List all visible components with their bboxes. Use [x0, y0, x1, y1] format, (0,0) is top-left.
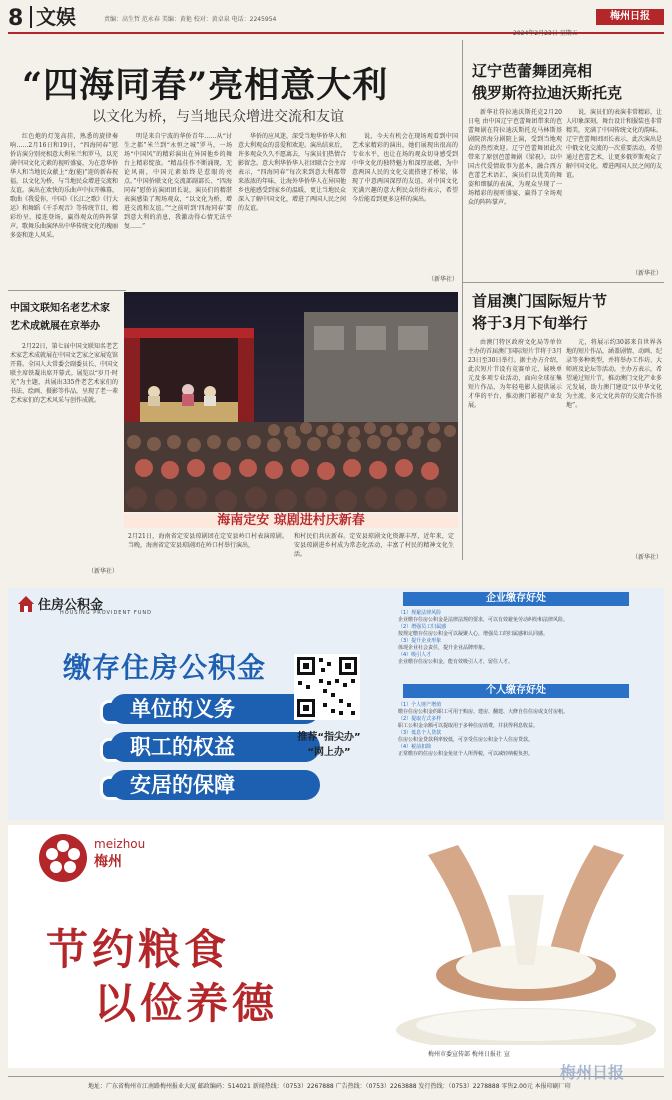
right-story2-headline-line1: 首届澳门国际短片节 [472, 292, 608, 310]
main-story-col1: 红色炮的灯笼高挂，熟悉的旋律奏响……2月16日和19日，“四海同春”慰侨访演分别亮相意大利米兰和罗马，以充满中国文化元素的视听盛宴，为在意华侨华人和当地民众献上“龙(能)”迎的新春祝福，以文化为桥，与当地民众增进交流和友谊。演出在欢快的乐曲声中拉开帷幕，歌曲《我爱你，中国》《长江之歌》《行大运》和舞蹈《千手观音》等传统节目，精彩纷呈，接连登场，赢得观众的阵阵掌声。歌舞乐曲演绎出中华传统文化的瑰丽多姿和迷人风采。 [10, 133, 118, 239]
food-ad-brand-en: meizhou [94, 837, 146, 851]
opera-photo [124, 292, 458, 512]
photo-caption-right: 和村民们共庆新春。定安县琼剧文化资源丰厚，近年来，定安县琼剧进乡村成为常态化活动，丰富了村民的精神文化生活。 [294, 533, 454, 558]
food-ad-slogan-line2: 以俭养德 [94, 979, 279, 1028]
column-divider [462, 40, 463, 560]
qr-caption-line2: “网上办” [307, 747, 351, 758]
benefit-text: 缴存住房公积金的职工可用于购房、建房、翻建、大修自住住房或支付房租。 [398, 709, 569, 715]
section-name: 文娱 [30, 6, 76, 28]
main-story-col2: 明是来自宁波的华侨青年……从“讨生之都”米兰到“永恒之城”罗马，一场场“中国风”的精彩演出在异国他乡的舞台上精彩绽放。“精品佳作不断涌现，无论风雨，中国元素始终是惹眼的亮点。”中国侨联文化交流部副部长、“四海同春”慰侨访演团团长说，演员们的精湛表演感染了现场观众，“以文化为桥，增进交流和友谊。”“之前听到‘四海同春’要到意大利的消息，我激动得心情无法平复……” [124, 133, 232, 230]
footer-contact-info: 地址：广东省梅州市江南路梅州报业大厦 邮政编码：514021 新闻热线：（0753）2267888 广告热线：（0753）2263888 发行热线：（0753）2278888 零售2.00元 本报印刷厂印 [88, 1083, 571, 1090]
benefit-text: 按规定缴存住房公积金可以凝聚人心，增强员工的归属感和认同感。 [398, 631, 549, 637]
housing-fund-logo-en: HOUSING PROVIDENT FUND [60, 610, 152, 616]
benefit-heading: （1）规避法律风险 [398, 610, 442, 616]
right-story1-byline: （新华社） [631, 270, 662, 277]
benefit-text: 企业缴存住房公积金，能有效吸引人才，留住人才。 [398, 659, 514, 665]
benefit-text: 住房公积金贷款利率较低，可享受住房公积金个人住房贷款。 [398, 737, 534, 743]
watermark: 梅州日报 [560, 1063, 625, 1082]
benefit-text: 体现企业社会责任，提升企业品牌形象。 [398, 645, 489, 651]
main-story-col3: 华侨的应风迷，深受当地华侨华人和意大利观众的喜爱和欢迎。演出结束后，许多观众久久不愿离去，与演员们热情合影留念。意大利华侨华人社团联合会主席表示，“四海同春”每次来到意大利都带来浓浓的年味，让海外华侨华人在异国他乡也能感受到家乡的温暖，更让当地民众深入了解中国文化，增进了两国人民之间的友谊。 [238, 133, 346, 212]
house-icon [16, 594, 36, 614]
personal-benefits-list [398, 702, 638, 758]
editor-credits: 责编：高生哲 范永春 美编：黄艳 校对：黄卓泉 电话：2245954 [104, 16, 277, 23]
right-story2-col2: 元，将展示约30部来自世界各地的短片作品，涵盖剧情、动画、纪录等多种类型，并将举办工作坊、大师班及论坛等活动。主办方表示，希望通过短片节，推动澳门文化产业多元发展，助力澳门建设“以中华文化为主流、多元文化共存的交流合作基地”。 [566, 339, 662, 409]
food-ad-brand-cn: 梅州 [94, 854, 122, 870]
main-subheadline: 以文化为桥，与当地民众增进交流和友谊 [92, 109, 344, 125]
main-story-col4: 说，今天有机会在现场观看到中国艺术家精彩的演出，她们展现出很高的专业水平，也让在场的观众切身感受到中华文化的独特魅力和深厚底蕴，为中意两国人民的文化交流搭建了桥梁，体现了中意两国深厚的友谊。对中国文化充满兴趣的意大利民众纷纷表示，希望今后能看到更多这样的演出。 [352, 133, 458, 203]
enterprise-benefits-title: 企业缴存好处 [403, 592, 629, 606]
benefit-text: 企业缴存住房公积金是法律法规的要求，可以有效避免劳动纠纷和法律风险。 [398, 617, 569, 623]
benefit-heading: （4）税前扣除 [398, 744, 432, 750]
housing-fund-headline: 缴存住房公积金 [63, 651, 267, 684]
right-story2-byline: （新华社） [631, 554, 662, 561]
housing-pill-1: 单位的义务 [110, 694, 320, 724]
food-ad-sponsor: 梅州市委宣传部 梅州日报社 宣 [428, 1051, 510, 1058]
benefit-heading: （3）提升企业形象 [398, 638, 442, 644]
benefit-heading: （2）增强员工归属感 [398, 624, 447, 630]
housing-fund-ad [8, 588, 664, 820]
left-story-headline-line1: 中国文联知名老艺术家 [10, 303, 110, 314]
right-story1-col2: 说，演员们的表演非常精彩，让人印象深刻，舞台设计和服装也非常精美，充满了中国传统文化的韵味。辽宁芭蕾舞团团长表示，此次演出是中俄文化交流的一次重要活动，希望通过芭蕾艺术，让更多俄罗斯观众了解中国文化，增进两国人民之间的友谊。 [566, 109, 662, 179]
qr-caption [276, 728, 382, 758]
main-headline: “四海同春”亮相意大利 [22, 65, 389, 106]
benefit-heading: （4）吸引人才 [398, 652, 432, 658]
photo-caption-title: 海南定安 琼剧进村庆新春 [217, 513, 365, 528]
benefit-text: 正常缴存的住房公积金免征个人所得税，可以减轻纳税负担。 [398, 751, 534, 757]
benefit-heading: （2）提取方式多样 [398, 716, 442, 722]
qr-code [294, 654, 360, 720]
page-header [8, 4, 664, 37]
food-saving-ad [8, 825, 664, 1068]
photo-caption-banner [124, 514, 458, 528]
main-story-byline: （新华社） [427, 276, 458, 283]
rice-hands-image [388, 825, 664, 1045]
benefit-heading: （3）低息个人贷款 [398, 730, 442, 736]
food-ad-slogan-line1: 节约粮食 [46, 925, 231, 974]
page-number: 8 [8, 6, 24, 31]
qr-caption-line1: 推荐“指尖办” [297, 732, 361, 743]
right-story1-headline-line1: 辽宁芭蕾舞团亮相 [472, 62, 593, 80]
story-divider [8, 290, 126, 291]
right-story1-col1: 新华社符拉迪沃斯托克2月20日电 由中国辽宁芭蕾舞团带来的芭蕾舞剧在符拉迪沃斯托克马林斯基剧院滨海分剧院上演，受到当地观众的热烈欢迎。辽宁芭蕾舞团此次带来了原创芭蕾舞剧《梁祝》，以中国古代爱情故事为蓝本，融合西方芭蕾艺术语汇，演员们以优美的舞姿和细腻的表演，为观众呈现了一场精彩的视听盛宴，赢得了全场观众的阵阵掌声。 [468, 109, 562, 206]
issue-date: 2024年2月23日 星期五 [513, 30, 578, 37]
housing-pill-3: 安居的保障 [110, 770, 320, 800]
left-story-byline: （新华社） [87, 568, 118, 575]
right-story1-headline-line2: 俄罗斯符拉迪沃斯托克 [472, 84, 623, 102]
left-story-headline-line2: 艺术成就展在京举办 [10, 321, 100, 332]
enterprise-benefits-list [398, 610, 638, 666]
photo-caption-left: 2月21日，海南省定安县琼剧团在定安县岭口村表演琼剧。当晚，海南省定安县琼剧团在岭口村举行演出， [128, 533, 288, 549]
benefit-text: 职工公积金余额可以提取用于多种住房消费，并获得利息收益。 [398, 723, 539, 729]
left-story-headline [10, 300, 110, 336]
stage-scene-image [124, 292, 458, 512]
right-story1-headline [472, 60, 622, 104]
qr-code-icon [294, 654, 360, 720]
story-divider [462, 282, 664, 283]
personal-benefits-title: 个人缴存好处 [403, 684, 629, 698]
paper-logo: 梅州日报 [596, 9, 664, 25]
benefit-heading: （1）个人财产增值 [398, 702, 442, 708]
left-story-body: 2月22日，第七届中国文联知名老艺术家艺术成就展在中国文艺家之家展览馆开幕。全国人大常委会副委员长、中国文联主席铁凝出席开幕式。展览以“岁月·时光”为主题，共展出335件老艺术家们的书法、绘画、摄影等作品，呈现了老一辈艺术家们的艺术风采与创作成就。 [10, 343, 118, 404]
housing-pill-2: 职工的权益 [110, 732, 320, 762]
right-story2-headline [472, 290, 607, 334]
plum-blossom-logo-icon [38, 833, 88, 883]
housing-fund-logo: 住房公积金 [38, 598, 104, 613]
right-story2-col1: 由澳门特区政府文化局等单位主办的首届澳门国际短片节将于3月23日至30日举行。据主办方介绍，此次短片节设有竞赛单元、展映单元及多项专业活动，面向全球征集短片作品，为年轻电影人提供展示才华的平台，推动澳门影视产业发展。 [468, 339, 562, 409]
right-story2-headline-line2: 将于3月下旬举行 [472, 314, 588, 332]
